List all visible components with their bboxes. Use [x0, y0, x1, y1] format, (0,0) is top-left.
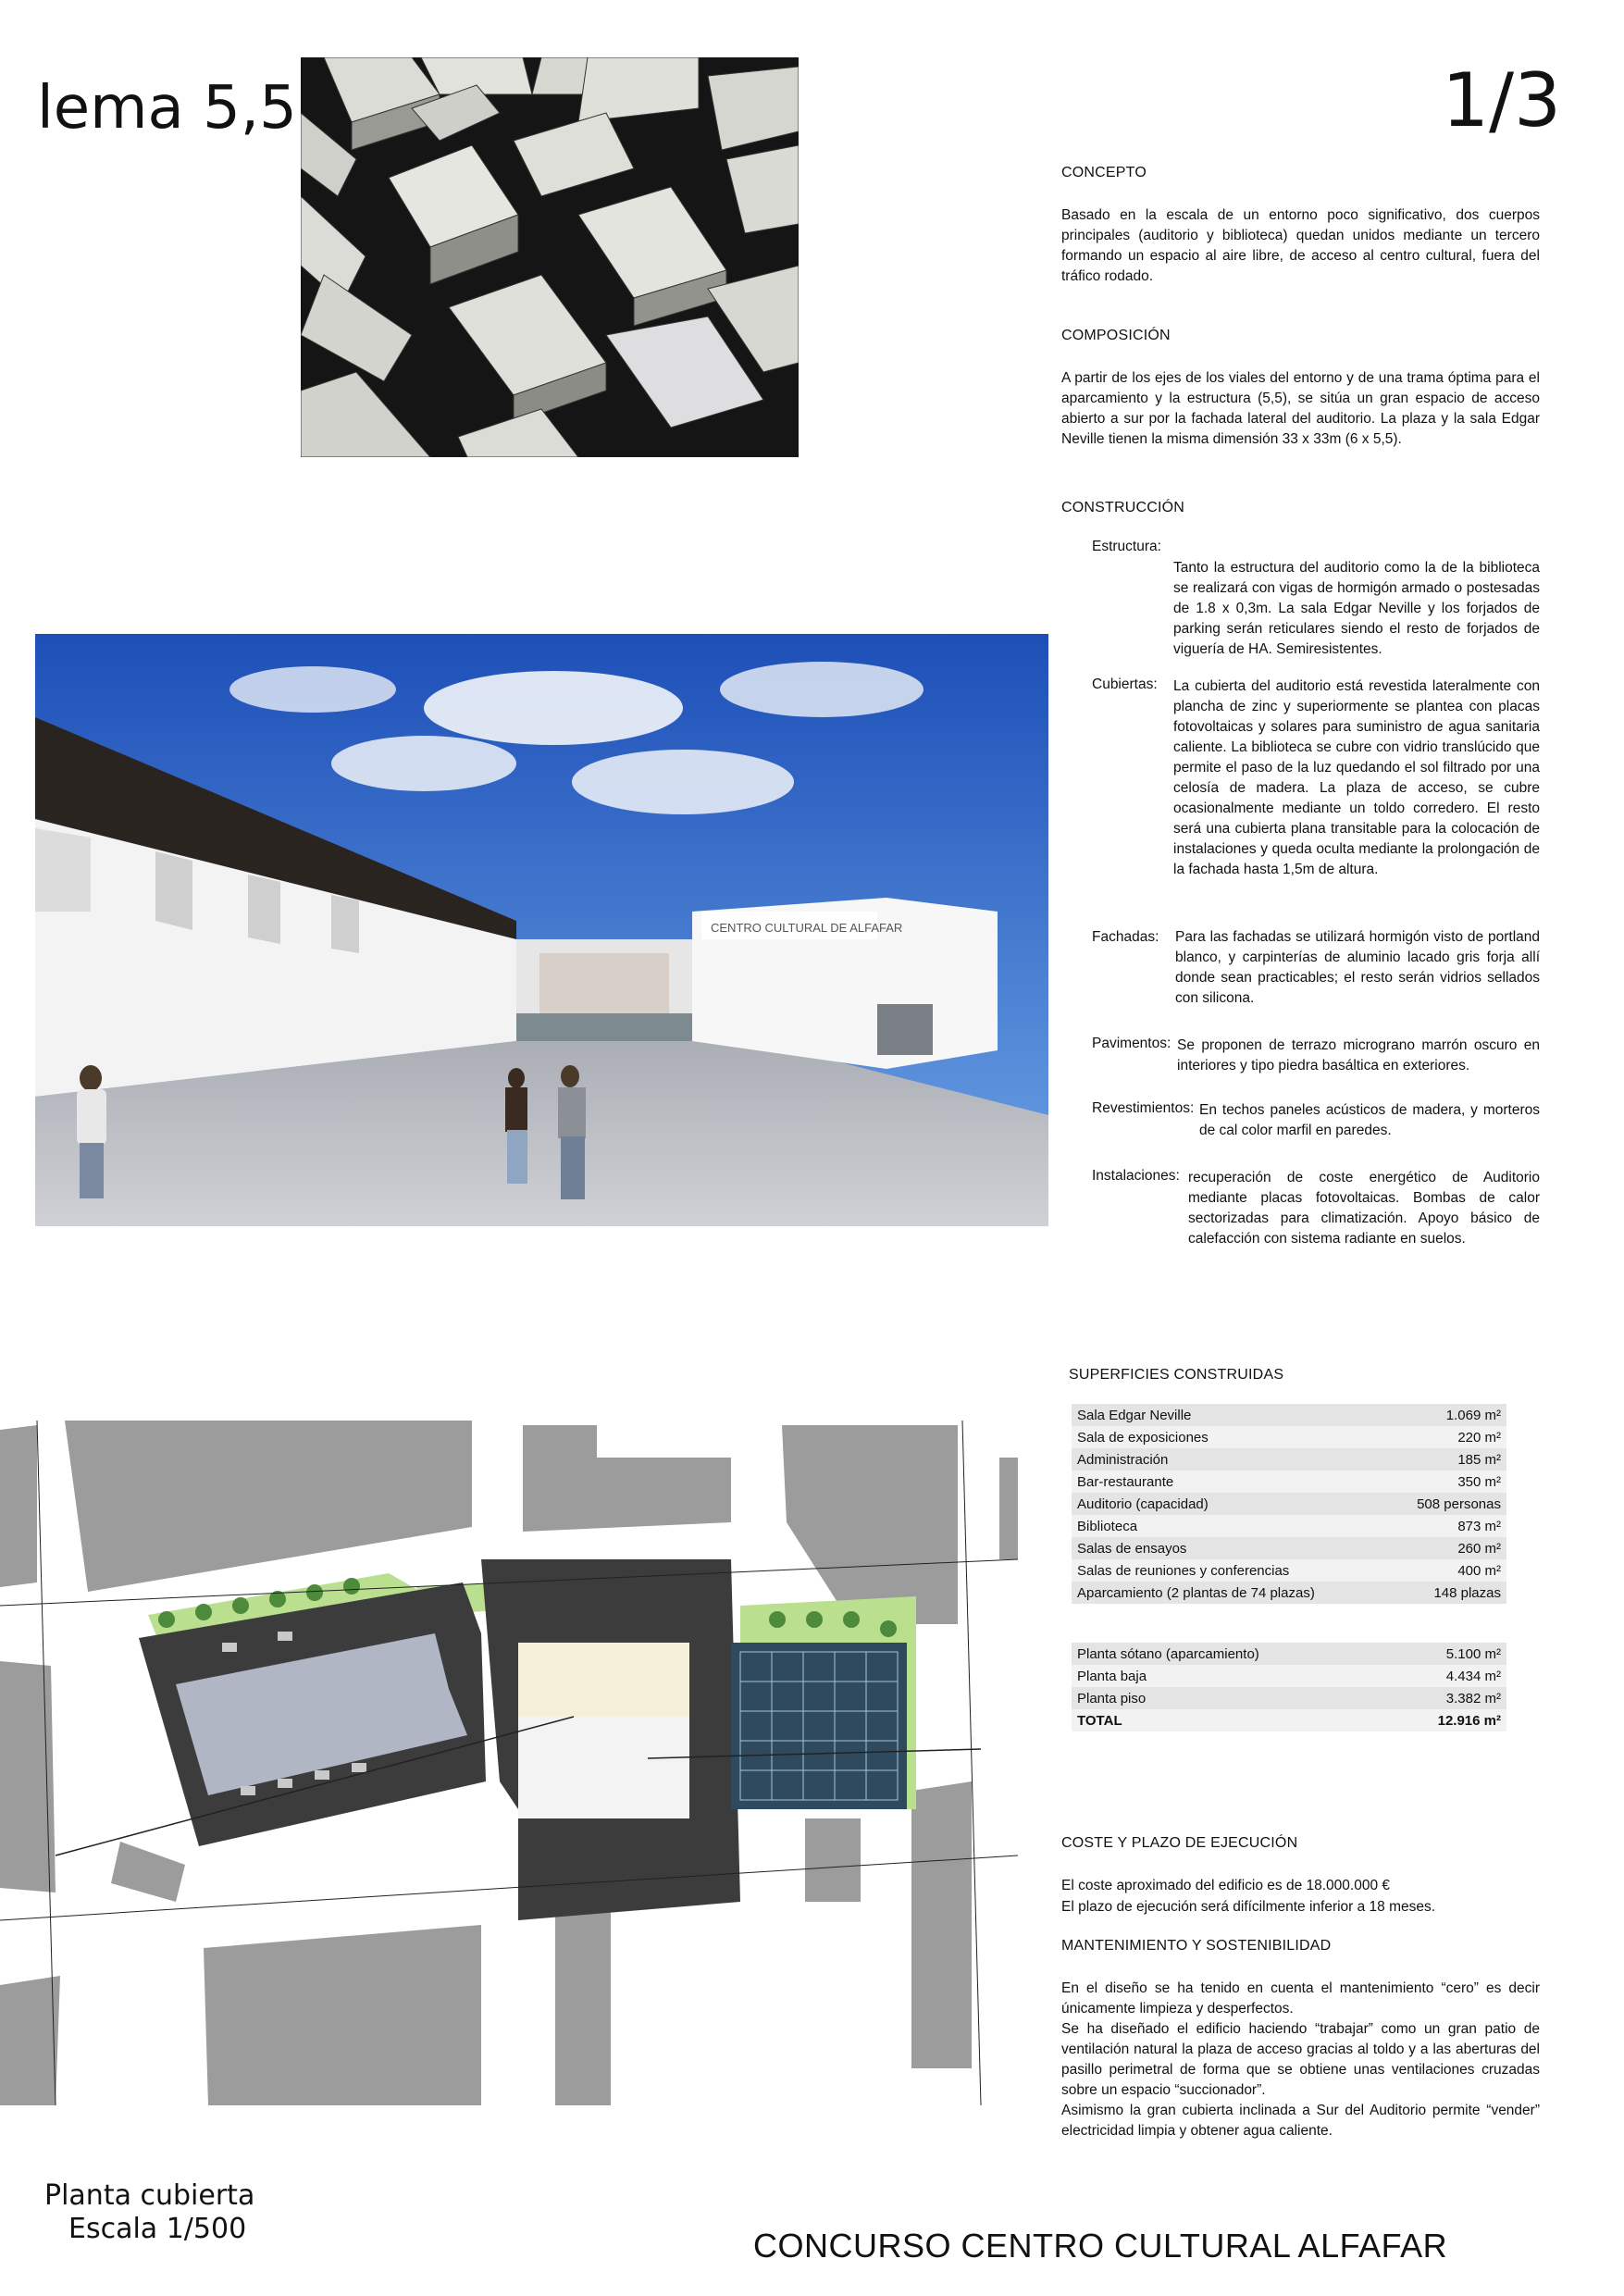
concepto-text: Basado en la escala de un entorno poco significativo, dos cuerpos principales (auditorio y biblioteca) quedan unidos mediante un tercero formando un espacio al aire libre, de acceso al centro cultural, fuera del tráfico rodado.	[1061, 207, 1540, 284]
superficie-row	[1072, 1537, 1506, 1559]
superficie-row	[1072, 1493, 1506, 1515]
instalaciones-text: recuperación de coste energético de Auditorio mediante placas fotovoltaicas. Bombas de calor sectorizadas para climatización. Apoyo básico de calefacción con sistema radiante en suelos.	[1188, 1170, 1540, 1247]
estructura-text: Tanto la estructura del auditorio como la de la biblioteca se realizará con vigas de hormigón armado o postesadas de 1.8 x 0,3m. La sala Edgar Neville y los forjados de parking serán reticulares siendo el resto de forjados de viguería de HA. Semiresistentes.	[1173, 560, 1540, 657]
superficie-label: Salas de reuniones y conferencias	[1072, 1559, 1386, 1582]
superficie-value: 1.069 m²	[1386, 1404, 1506, 1426]
superficies-table	[1072, 1404, 1506, 1604]
superficie-label: Sala Edgar Neville	[1072, 1404, 1386, 1426]
mantenimiento-title: MANTENIMIENTO Y SOSTENIBILIDAD	[1061, 1938, 1332, 1954]
mantenimiento-p2: Se ha diseñado el edificio haciendo “trabajar” como un gran patio de ventilación natural la plaza de acceso gracias al toldo y a las aberturas del pasillo perimetral de forma que se obtiene unas ventilaciones cruzadas sobre un espacio “succionador”.	[1061, 2021, 1540, 2098]
superficie-row	[1072, 1559, 1506, 1582]
pavimentos-label: Pavimentos:	[1092, 1036, 1172, 1051]
superficie-label: Aparcamiento (2 plantas de 74 plazas)	[1072, 1582, 1386, 1604]
planta-row	[1072, 1643, 1506, 1665]
superficie-value: 260 m²	[1386, 1537, 1506, 1559]
fachadas-label: Fachadas:	[1092, 929, 1159, 945]
instalaciones-label: Instalaciones:	[1092, 1168, 1180, 1184]
plan-caption-title: Planta cubierta	[44, 2179, 255, 2212]
superficie-row	[1072, 1471, 1506, 1493]
superficie-label: Salas de ensayos	[1072, 1537, 1386, 1559]
superficie-value: 148 plazas	[1386, 1582, 1506, 1604]
fachadas-text: Para las fachadas se utilizará hormigón visto de portland blanco, y carpinterías de aluminio lacado gris forja allí donde sean practicables; el resto serán vidrios sellados con silicona.	[1175, 929, 1540, 1006]
mantenimiento-p1: En el diseño se ha tenido en cuenta el mantenimiento “cero” es decir únicamente limpieza y desperfectos.	[1061, 1980, 1540, 2017]
render-sign: CENTRO CULTURAL DE ALFAFAR	[711, 921, 903, 935]
superficie-row	[1072, 1515, 1506, 1537]
revestimientos-text: En techos paneles acústicos de madera, y morteros de cal color marfil en paredes.	[1199, 1102, 1540, 1138]
planta-label: Planta sótano (aparcamiento)	[1072, 1643, 1385, 1665]
page-number: 1/3	[1442, 57, 1561, 143]
coste-title: COSTE Y PLAZO DE EJECUCIÓN	[1061, 1835, 1298, 1851]
concepto-title: CONCEPTO	[1061, 165, 1147, 180]
composicion-text: A partir de los ejes de los viales del entorno y de una trama óptima para el aparcamiento y la estructura (5,5), se sitúa un gran espacio de acceso abierto a sur por la fachada lateral del auditorio. La plaza y la sala Edgar Neville tienen la misma dimensión 33 x 33m (6 x 5,5).	[1061, 370, 1540, 447]
superficie-row	[1072, 1582, 1506, 1604]
revestimientos-label: Revestimientos:	[1092, 1100, 1195, 1116]
mantenimiento-p3: Asimismo la gran cubierta inclinada a Sur del Auditorio permite “vender” electricidad limpia y obtener agua caliente.	[1061, 2103, 1540, 2139]
superficies-title: SUPERFICIES CONSTRUIDAS	[1069, 1367, 1284, 1383]
superficie-row	[1072, 1448, 1506, 1471]
site-plan-drawing	[0, 1421, 1018, 2105]
superficie-label: Sala de exposiciones	[1072, 1426, 1386, 1448]
total-value: 12.916 m²	[1385, 1709, 1506, 1731]
massing-model-drawing	[301, 57, 799, 457]
superficie-label: Bar-restaurante	[1072, 1471, 1386, 1493]
planta-value: 4.434 m²	[1385, 1665, 1506, 1687]
pavimentos-text: Se proponen de terrazo micrograno marrón oscuro en interiores y tipo piedra basáltica en exteriores.	[1177, 1037, 1540, 1074]
planta-row	[1072, 1665, 1506, 1687]
cubiertas-text: La cubierta del auditorio está revestida lateralmente con plancha de zinc y superiormente se plantea con placas fotovoltaicas y solares para suministro de agua sanitaria caliente. La biblioteca se cubre con vidrio translúcido que permite el paso de la luz quedando el sol filtrado por una celosía de madera. La plaza de acceso, se cubre ocasionalmente mediante un toldo corredero. El resto será una cubierta plana transitable para la colocación de instalaciones y queda oculta mediante la prolongación de la fachada hasta 1,5m de altura.	[1173, 678, 1540, 877]
footer-title: CONCURSO CENTRO CULTURAL ALFAFAR	[753, 2227, 1448, 2265]
superficie-label: Auditorio (capacidad)	[1072, 1493, 1386, 1515]
superficie-value: 220 m²	[1386, 1426, 1506, 1448]
superficie-value: 873 m²	[1386, 1515, 1506, 1537]
superficie-value: 508 personas	[1386, 1493, 1506, 1515]
exterior-render-image	[35, 634, 1048, 1226]
planta-label: Planta baja	[1072, 1665, 1385, 1687]
coste-line2: El plazo de ejecución será difícilmente inferior a 18 meses.	[1061, 1899, 1436, 1915]
massing-model-image	[301, 57, 799, 457]
superficie-label: Administración	[1072, 1448, 1386, 1471]
planta-value: 5.100 m²	[1385, 1643, 1506, 1665]
estructura-label: Estructura:	[1092, 539, 1161, 554]
superficie-value: 400 m²	[1386, 1559, 1506, 1582]
planta-value: 3.382 m²	[1385, 1687, 1506, 1709]
render-drawing	[35, 634, 1048, 1226]
cubiertas-label: Cubiertas:	[1092, 676, 1158, 692]
lema-title: lema 5,5	[37, 74, 297, 143]
superficie-value: 185 m²	[1386, 1448, 1506, 1471]
total-label: TOTAL	[1072, 1709, 1385, 1731]
construccion-title: CONSTRUCCIÓN	[1061, 500, 1185, 515]
planta-row	[1072, 1687, 1506, 1709]
plantas-table	[1072, 1643, 1506, 1731]
superficie-label: Biblioteca	[1072, 1515, 1386, 1537]
composicion-title: COMPOSICIÓN	[1061, 328, 1171, 343]
coste-line1: El coste aproximado del edificio es de 18.000.000 €	[1061, 1878, 1391, 1893]
plan-caption-scale: Escala 1/500	[68, 2213, 247, 2245]
site-plan-svg	[0, 1421, 1018, 2105]
planta-label: Planta piso	[1072, 1687, 1385, 1709]
superficie-row	[1072, 1404, 1506, 1426]
superficie-value: 350 m²	[1386, 1471, 1506, 1493]
superficie-row	[1072, 1426, 1506, 1448]
total-row	[1072, 1709, 1506, 1731]
